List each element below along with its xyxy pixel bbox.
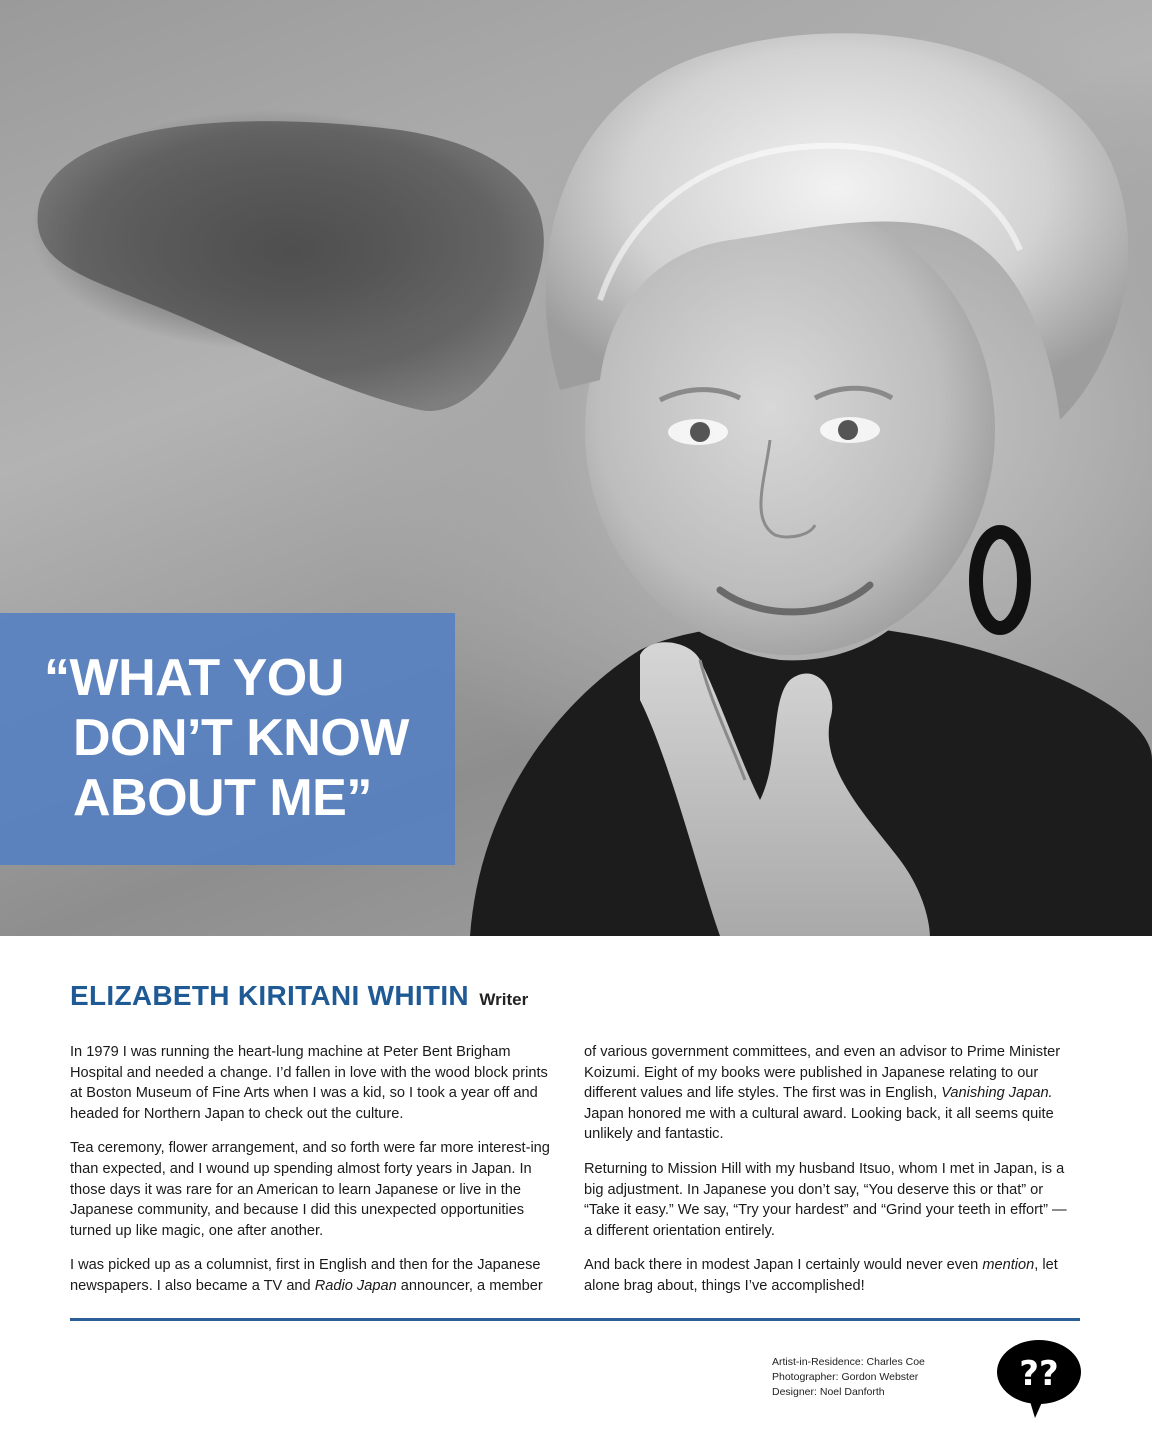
paragraph: of various government committees, and even an advisor to Prime Minister Koizumi. Eight of my books were published in Japanese relating to our different values and life styles. The first was in English, Vanishing Japan. Japan honored me with a cultural award. Looking back, it all seems quite unlikely and fantastic. xyxy=(584,1044,1061,1143)
divider-rule xyxy=(70,1318,1080,1321)
speech-bubble-question-logo-icon xyxy=(995,1338,1085,1420)
svg-text:??: ?? xyxy=(1019,1354,1059,1394)
credits xyxy=(772,1355,925,1400)
credit-artist: Artist-in-Residence: Charles Coe xyxy=(772,1356,925,1368)
article-column-right xyxy=(584,1042,1077,1311)
paragraph: Returning to Mission Hill with my husband Itsuo, whom I met in Japan, is a big adjustment. In Japanese you don’t say, “You deserve this or that” or “Take it easy.” We say, “Try your hardest” and “Grind your teeth in effort” — a different orientation entirely. xyxy=(584,1160,1067,1239)
person-role: Writer xyxy=(479,990,529,1009)
headline-quote: “WHAT YOU DON’T KNOW ABOUT ME” xyxy=(44,649,409,827)
credit-designer: Designer: Noel Danforth xyxy=(772,1386,885,1398)
paragraph: In 1979 I was running the heart-lung machine at Peter Bent Brigham Hospital and needed a change. I’d fallen in love with the wood block prints at Boston Museum of Fine Arts when I was a kid, so I took a year off and headed for Northern Japan to check out the culture. xyxy=(70,1044,548,1122)
paragraph: Tea ceremony, flower arrangement, and so forth were far more interest-ing than expected, and I wound up spending almost forty years in Japan. In those days it was rare for an American to learn Japanese or live in the Japanese community, and because I did this unexpected opportunities turned up like magic, one after another. xyxy=(70,1140,550,1239)
credit-photographer: Photographer: Gordon Webster xyxy=(772,1371,919,1383)
person-name: ELIZABETH KIRITANI WHITIN xyxy=(70,980,469,1011)
article-column-left xyxy=(70,1042,563,1311)
paragraph: And back there in modest Japan I certainly would never even mention, let alone brag about, things I’ve accomplished! xyxy=(584,1257,1058,1294)
paragraph: I was picked up as a columnist, first in English and then for the Japanese newspapers. I also became a TV and Radio Japan announcer, a member xyxy=(70,1257,543,1294)
byline xyxy=(70,980,528,1012)
